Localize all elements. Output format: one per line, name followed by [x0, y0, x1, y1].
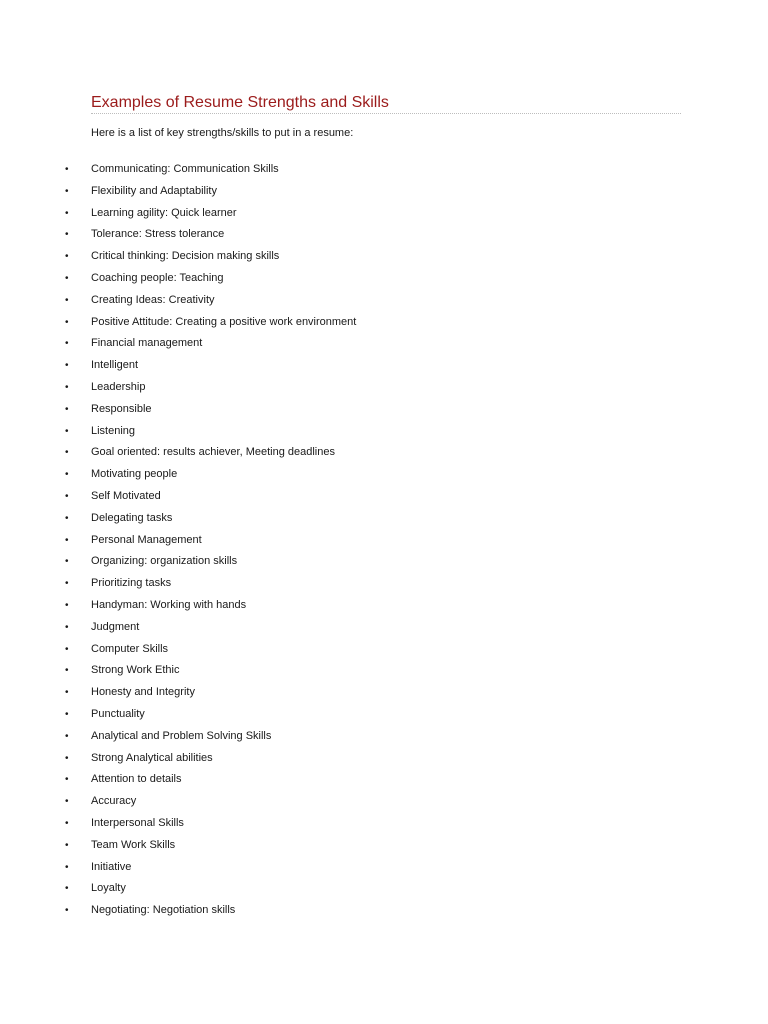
skill-label: Leadership: [91, 380, 146, 393]
bullet-icon: •: [65, 643, 69, 655]
skill-label: Communicating: Communication Skills: [91, 163, 279, 175]
bullet-icon: •: [65, 578, 69, 590]
bullet-icon: •: [65, 425, 69, 437]
skill-label: Organizing: organization skills: [91, 555, 238, 568]
bullet-icon: •: [65, 316, 69, 328]
title-divider: [91, 113, 681, 114]
skill-label: Critical thinking: Decision making skills: [91, 250, 280, 263]
skill-label: Negotiating: Negotiation skills: [91, 904, 236, 917]
skill-label: Flexibility and Adaptability: [91, 184, 217, 197]
skill-label: Interpersonal Skills: [91, 816, 184, 829]
skill-label: Tolerance: Stress tolerance: [91, 228, 225, 241]
skill-label: Responsible: [91, 402, 152, 415]
bullet-icon: •: [65, 403, 69, 415]
bullet-icon: •: [65, 730, 69, 742]
skill-label: Creating Ideas: Creativity: [91, 293, 215, 306]
skill-label: Judgment: [91, 620, 140, 633]
skill-label: Honesty and Integrity: [91, 686, 195, 699]
bullet-icon: •: [65, 621, 69, 633]
bullet-icon: •: [65, 251, 69, 263]
bullet-icon: •: [65, 381, 69, 393]
skill-label: Learning agility: Quick learner: [91, 206, 237, 219]
bullet-icon: •: [65, 534, 69, 546]
skill-label: Self Motivated: [91, 489, 161, 502]
bullet-icon: •: [65, 774, 69, 786]
skill-label: Motivating people: [91, 468, 178, 481]
bullet-icon: •: [65, 817, 69, 829]
bullet-icon: •: [65, 229, 69, 241]
bullet-icon: •: [65, 447, 69, 459]
skill-label: Financial management: [91, 337, 203, 350]
bullet-icon: •: [65, 599, 69, 611]
bullet-icon: •: [65, 861, 69, 873]
bullet-icon: •: [65, 294, 69, 306]
skill-label: Handyman: Working with hands: [91, 598, 247, 611]
skill-label: Punctuality: [91, 707, 145, 720]
skill-label: Attention to details: [91, 773, 182, 786]
skill-label: Intelligent: [91, 359, 139, 372]
document-title: Examples of Resume Strengths and Skills: [91, 94, 389, 111]
skill-label: Delegating tasks: [91, 511, 173, 524]
bullet-icon: •: [65, 796, 69, 808]
bullet-icon: •: [65, 905, 69, 917]
skill-label: Goal oriented: results achiever, Meeting deadlines: [91, 446, 335, 459]
bullet-icon: •: [65, 360, 69, 372]
skill-label: Prioritizing tasks: [91, 577, 172, 590]
bullet-icon: •: [65, 164, 69, 175]
bullet-icon: •: [65, 556, 69, 568]
bullet-icon: •: [65, 272, 69, 284]
bullet-icon: •: [65, 752, 69, 764]
bullet-icon: •: [65, 338, 69, 350]
skill-label: Loyalty: [91, 882, 126, 895]
intro-text: Here is a list of key strengths/skills to put in a resume:: [91, 127, 354, 139]
skill-label: Analytical and Problem Solving Skills: [91, 729, 272, 742]
skill-label: Strong Work Ethic: [91, 664, 180, 677]
bullet-icon: •: [65, 665, 69, 677]
skill-label: Positive Attitude: Creating a positive work environment: [91, 315, 357, 328]
bullet-icon: •: [65, 883, 69, 895]
skill-label: Initiative: [91, 860, 132, 873]
skill-label: Listening: [91, 424, 136, 437]
skill-label: Strong Analytical abilities: [91, 751, 213, 764]
skill-label: Computer Skills: [91, 642, 169, 655]
bullet-icon: •: [65, 512, 69, 524]
skill-label: Accuracy: [91, 795, 137, 808]
bullet-icon: •: [65, 839, 69, 851]
bullet-icon: •: [65, 490, 69, 502]
bullet-icon: •: [65, 469, 69, 481]
skill-label: Personal Management: [91, 533, 202, 546]
bullet-icon: •: [65, 708, 69, 720]
bullet-icon: •: [65, 185, 69, 197]
skill-label: Coaching people: Teaching: [91, 271, 224, 284]
bullet-icon: •: [65, 687, 69, 699]
skill-label: Team Work Skills: [91, 838, 176, 851]
bullet-icon: •: [65, 207, 69, 219]
